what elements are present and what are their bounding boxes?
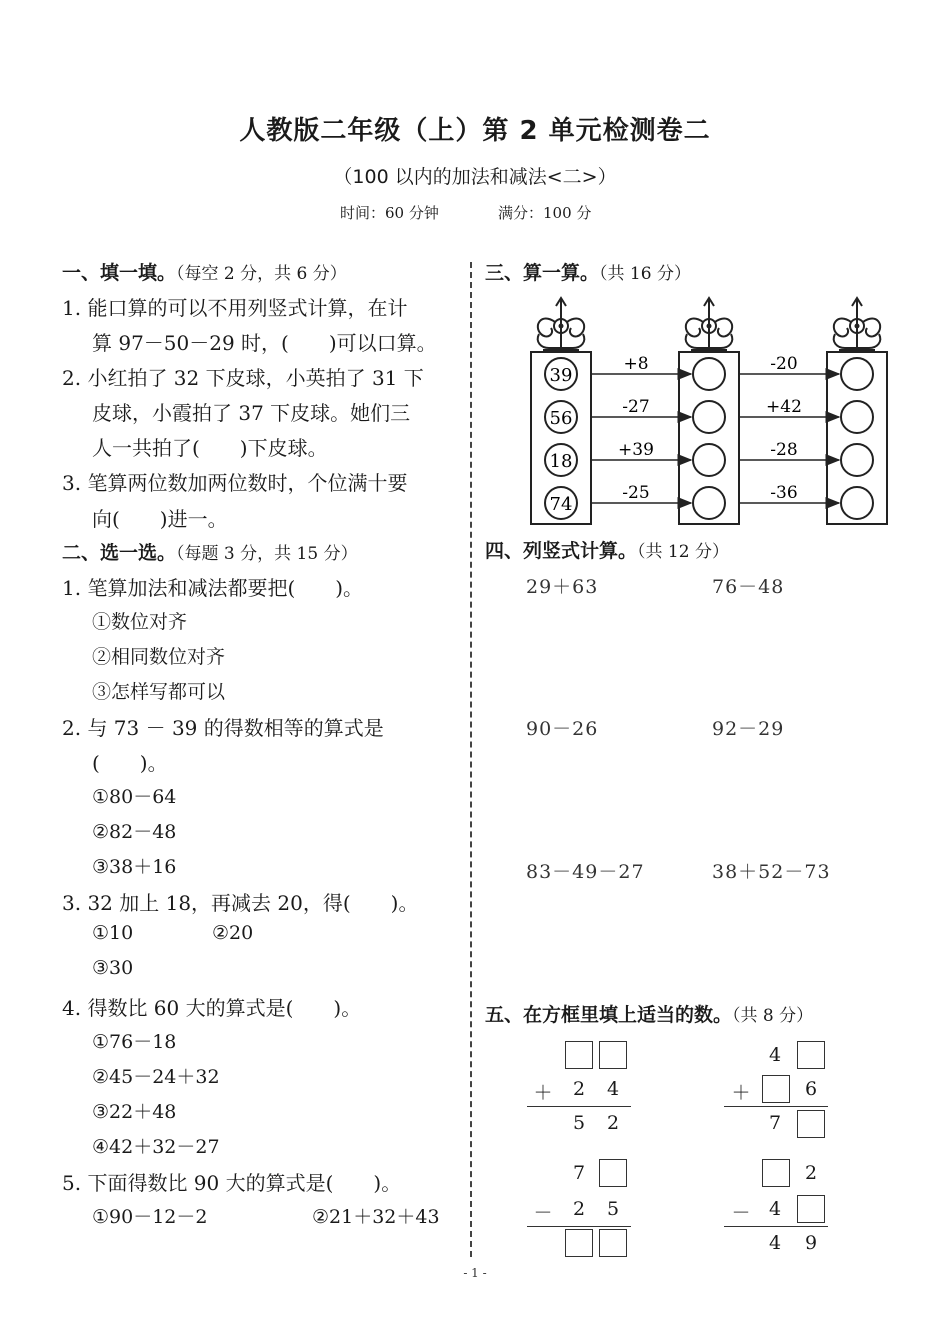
digit: 2 bbox=[804, 1162, 818, 1184]
section1-heading: 一、填一填。（每空 2 分，共 6 分） bbox=[62, 262, 347, 284]
s2-q1-option: ②相同数位对齐 bbox=[92, 646, 226, 668]
answer-circle[interactable] bbox=[693, 444, 725, 476]
s2-q2-option: ①80－64 bbox=[92, 786, 177, 808]
op-label: +39 bbox=[618, 440, 654, 460]
section2-heading: 二、选一选。（每题 3 分，共 15 分） bbox=[62, 542, 358, 564]
answer-box[interactable] bbox=[599, 1041, 627, 1069]
s2-q1: 1. 笔算加法和减法都要把( )。 bbox=[62, 576, 364, 600]
s2-q4-option: ③22＋48 bbox=[92, 1101, 177, 1123]
vertical-calc-problem: 90－26 bbox=[526, 718, 599, 740]
s2-q5: 5. 下面得数比 90 大的算式是( )。 bbox=[62, 1171, 402, 1195]
s2-q1-option: ①数位对齐 bbox=[92, 611, 188, 633]
answer-circle[interactable] bbox=[693, 401, 725, 433]
op-label: -20 bbox=[770, 354, 798, 374]
operator: － bbox=[533, 1202, 553, 1224]
operator: － bbox=[731, 1202, 751, 1224]
answer-box[interactable] bbox=[797, 1195, 825, 1223]
digit: 7 bbox=[768, 1112, 782, 1134]
section5-heading: 五、在方框里填上适当的数。（共 8 分） bbox=[485, 1004, 814, 1026]
answer-circle[interactable] bbox=[693, 487, 725, 519]
op-label: -36 bbox=[770, 483, 798, 503]
answer-box[interactable] bbox=[565, 1229, 593, 1257]
answer-box[interactable] bbox=[762, 1075, 790, 1103]
s1-line: 算 97－50－29 时，( )可以口算。 bbox=[92, 331, 437, 355]
answer-box[interactable] bbox=[565, 1041, 593, 1069]
s1-line: 人一共拍了( )下皮球。 bbox=[92, 436, 328, 460]
digit: 7 bbox=[572, 1162, 586, 1184]
ornament-icon bbox=[686, 298, 733, 350]
sum-line bbox=[724, 1106, 828, 1107]
start-number: 39 bbox=[549, 365, 573, 386]
s2-q3-option: ①10 bbox=[92, 922, 134, 944]
page-title: 人教版二年级（上）第 2 单元检测卷二 bbox=[239, 116, 711, 146]
digit: 2 bbox=[572, 1078, 586, 1100]
digit: 2 bbox=[606, 1112, 620, 1134]
ornament-icon bbox=[834, 298, 881, 350]
s2-q3-option: ②20 bbox=[212, 922, 254, 944]
page-number: - 1 - bbox=[463, 1266, 487, 1280]
answer-box[interactable] bbox=[762, 1159, 790, 1187]
answer-box[interactable] bbox=[599, 1159, 627, 1187]
digit: 5 bbox=[606, 1198, 620, 1220]
digit: 4 bbox=[768, 1232, 782, 1254]
s2-q4-option: ④42＋32－27 bbox=[92, 1136, 220, 1158]
s2-q5-option: ②21＋32＋43 bbox=[312, 1206, 440, 1228]
op-label: +42 bbox=[766, 397, 802, 417]
digit: 9 bbox=[804, 1232, 818, 1254]
ornament-icon bbox=[538, 298, 585, 350]
s2-q2-cont: ( )。 bbox=[92, 751, 168, 775]
s1-line: 1. 能口算的可以不用列竖式计算，在计 bbox=[62, 296, 408, 320]
s2-q4-option: ②45－24＋32 bbox=[92, 1066, 220, 1088]
answer-circle[interactable] bbox=[841, 444, 873, 476]
digit: 4 bbox=[606, 1078, 620, 1100]
vertical-calc-problem: 38＋52－73 bbox=[712, 861, 831, 883]
digit: 6 bbox=[804, 1078, 818, 1100]
op-label: -25 bbox=[622, 483, 650, 503]
operator: ＋ bbox=[533, 1082, 553, 1104]
s2-q4: 4. 得数比 60 大的算式是( )。 bbox=[62, 996, 362, 1020]
answer-box[interactable] bbox=[599, 1229, 627, 1257]
full-score: 满分：100 分 bbox=[498, 204, 592, 222]
s2-q3-option: ③30 bbox=[92, 957, 134, 979]
section3-heading: 三、算一算。（共 16 分） bbox=[485, 262, 691, 284]
s1-line: 2. 小红拍了 32 下皮球，小英拍了 31 下 bbox=[62, 366, 424, 390]
s2-q2-option: ③38＋16 bbox=[92, 856, 177, 878]
start-number: 56 bbox=[549, 408, 573, 429]
answer-circle[interactable] bbox=[841, 358, 873, 390]
vertical-calc-problem: 92－29 bbox=[712, 718, 785, 740]
difference-line bbox=[724, 1226, 828, 1227]
column-box bbox=[827, 352, 887, 524]
operator: ＋ bbox=[731, 1082, 751, 1104]
column-box bbox=[679, 352, 739, 524]
digit: 4 bbox=[768, 1044, 782, 1066]
page-subtitle: （100 以内的加法和减法<二>） bbox=[333, 166, 617, 188]
s2-q3: 3. 32 加上 18，再减去 20，得( )。 bbox=[62, 891, 419, 915]
s2-q4-option: ①76－18 bbox=[92, 1031, 177, 1053]
s1-line: 3. 笔算两位数加两位数时，个位满十要 bbox=[62, 471, 408, 495]
section4-heading: 四、列竖式计算。（共 12 分） bbox=[485, 540, 729, 562]
vertical-calc-problem: 29＋63 bbox=[526, 576, 599, 598]
op-label: -28 bbox=[770, 440, 798, 460]
vertical-calc-problem: 83－49－27 bbox=[526, 861, 645, 883]
answer-box[interactable] bbox=[797, 1110, 825, 1138]
start-number: 18 bbox=[549, 451, 573, 472]
op-label: -27 bbox=[622, 397, 650, 417]
digit: 4 bbox=[768, 1198, 782, 1220]
s2-q5-option: ①90－12－2 bbox=[92, 1206, 208, 1228]
s2-q2-option: ②82－48 bbox=[92, 821, 177, 843]
s1-line: 向( )进一。 bbox=[92, 507, 228, 531]
digit: 5 bbox=[572, 1112, 586, 1134]
s2-q2: 2. 与 73 － 39 的得数相等的算式是 bbox=[62, 716, 384, 740]
op-label: +8 bbox=[623, 354, 649, 374]
start-number: 74 bbox=[549, 494, 573, 515]
vertical-calc-problem: 76－48 bbox=[712, 576, 785, 598]
answer-circle[interactable] bbox=[841, 487, 873, 519]
answer-box[interactable] bbox=[797, 1041, 825, 1069]
answer-circle[interactable] bbox=[841, 401, 873, 433]
time-limit: 时间：60 分钟 bbox=[340, 204, 439, 222]
digit: 2 bbox=[572, 1198, 586, 1220]
answer-circle[interactable] bbox=[693, 358, 725, 390]
sum-line bbox=[527, 1106, 631, 1107]
s2-q1-option: ③怎样写都可以 bbox=[92, 681, 226, 703]
difference-line bbox=[527, 1226, 631, 1227]
s1-line: 皮球，小霞拍了 37 下皮球。她们三 bbox=[92, 401, 411, 425]
